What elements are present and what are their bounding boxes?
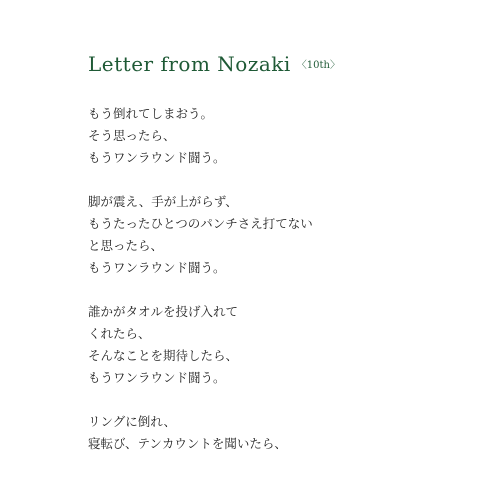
poem-line: もう倒れてしまおう。 bbox=[88, 106, 214, 121]
poem-line: 脚が震え、手が上がらず、 bbox=[88, 194, 238, 209]
page-title bbox=[88, 50, 340, 80]
poem-line: 誰かがタオルを投げ入れて bbox=[88, 304, 239, 319]
poem-body bbox=[88, 103, 488, 477]
poem-line: もうたったひとつのパンチさえ打てない bbox=[88, 216, 313, 231]
poem-stanza bbox=[88, 301, 488, 389]
title-text: Letter from Nozaki bbox=[88, 52, 291, 76]
poem-line: そんなことを期待したら、 bbox=[88, 348, 239, 363]
poem-line: 寝転び、テンカウントを聞いたら、 bbox=[88, 436, 287, 451]
title-issue-number: 〈10th〉 bbox=[296, 60, 340, 71]
poem-line: もうワンラウンド闘う。 bbox=[88, 150, 226, 165]
poem-stanza bbox=[88, 103, 488, 169]
poem-line: くれたら、 bbox=[88, 326, 151, 341]
poem-stanza bbox=[88, 411, 488, 455]
poem-line: もうワンラウンド闘う。 bbox=[88, 260, 226, 275]
poem-line: リングに倒れ、 bbox=[88, 414, 177, 429]
poem-stanza bbox=[88, 191, 488, 279]
poem-line: と思ったら、 bbox=[88, 238, 164, 253]
poem-line: そう思ったら、 bbox=[88, 128, 176, 143]
poem-line: もうワンラウンド闘う。 bbox=[88, 370, 226, 385]
